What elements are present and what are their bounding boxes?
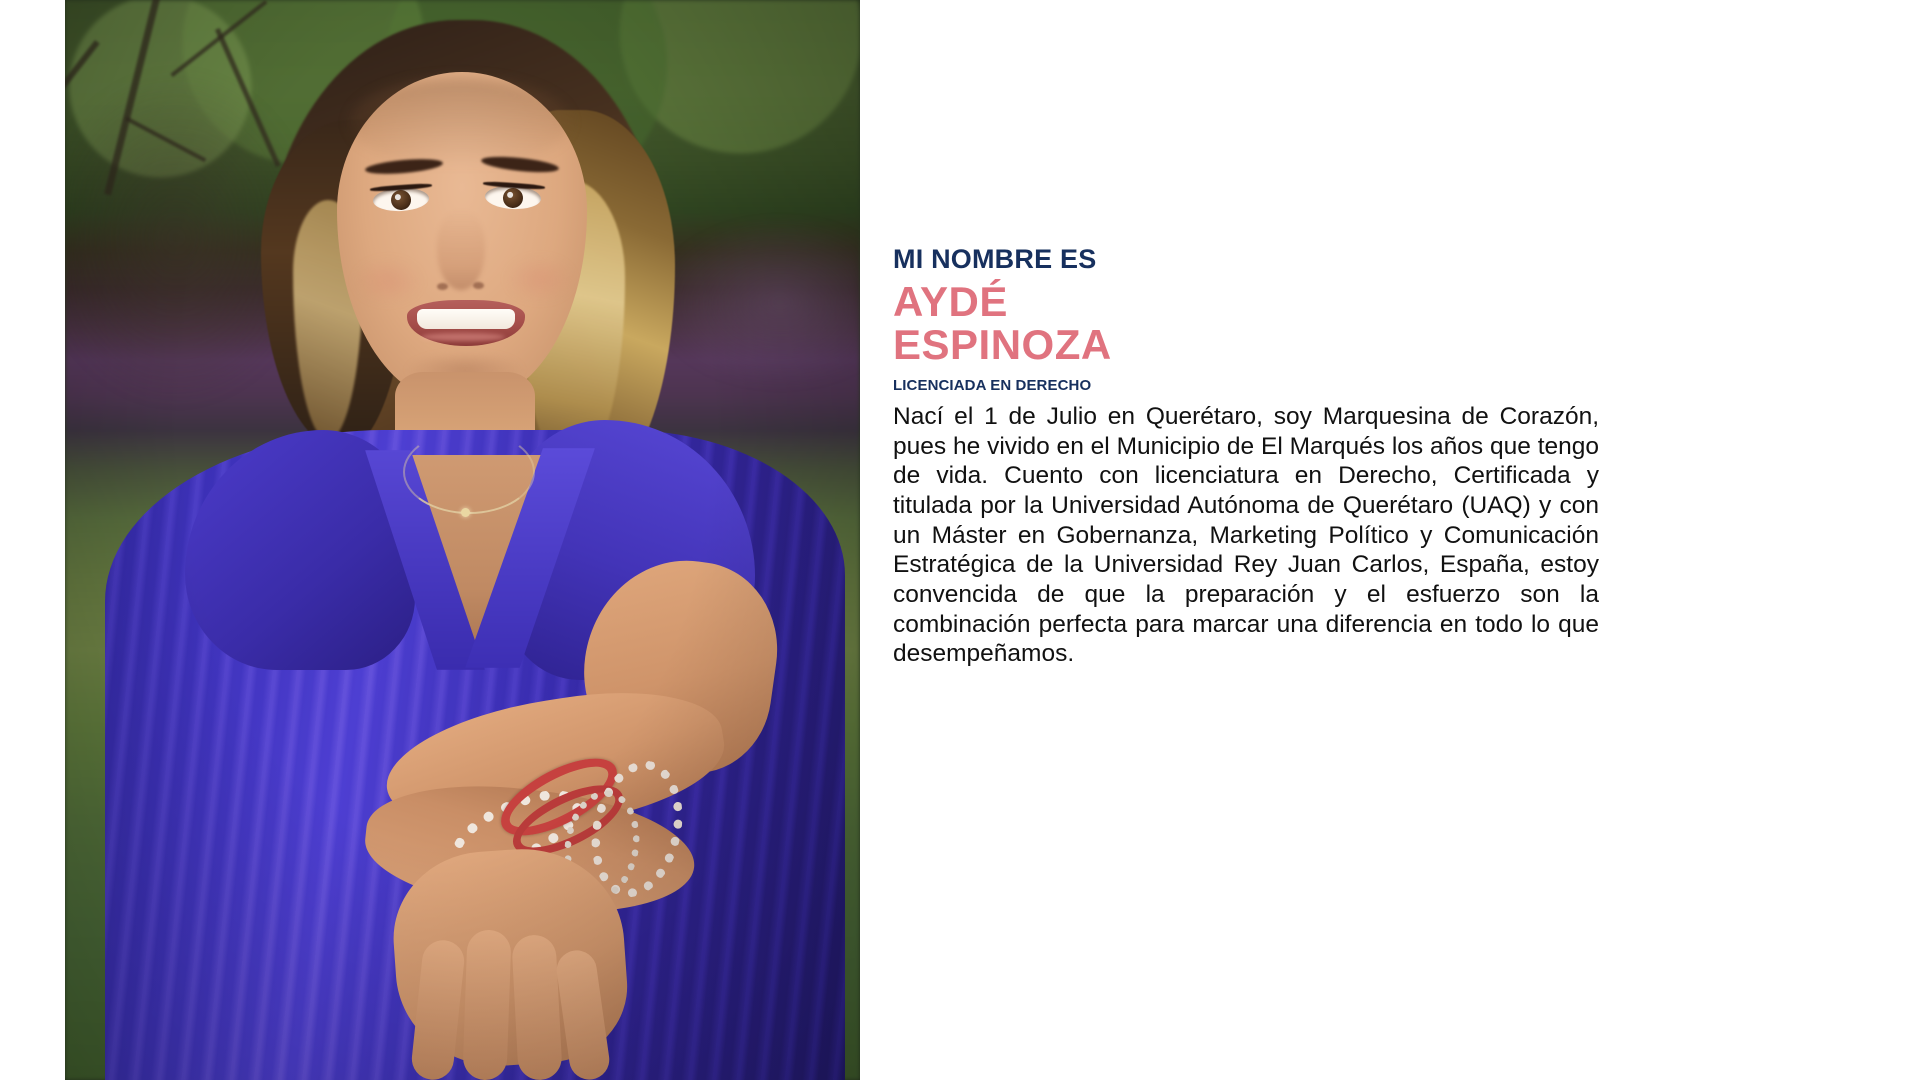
nostril-left — [437, 283, 448, 290]
necklace-pendant — [461, 508, 470, 517]
biography-paragraph: Nací el 1 de Julio en Querétaro, soy Marquesina de Corazón, pues he vivido en el Municipio de El Marqués los años que tengo de vida. Cuento con licenciatura en Derecho, Certificada y titulada por la Universidad Autónoma de Querétaro (UAQ) y con un Máster en Gobernanza, Marketing Político y Comunicación Estratégica de la Universidad Rey Juan Carlos, España, estoy convencida de que la preparación y el esfuerzo son la combinación perfecta para marcar una diferencia en todo lo que desempeñamos. — [893, 403, 1599, 668]
intro-kicker: MI NOMBRE ES — [893, 244, 1097, 274]
teeth — [417, 309, 515, 329]
iris-left — [391, 189, 412, 210]
forehead-shading — [350, 78, 570, 168]
iris-right — [502, 187, 523, 208]
portrait-photo-image — [65, 0, 860, 1080]
cheek-right — [505, 256, 575, 302]
person-last-name: ESPINOZA — [893, 321, 1112, 369]
profile-text-block — [893, 243, 1599, 669]
finger — [462, 929, 511, 1080]
portrait-photo — [65, 0, 860, 1080]
person-name — [893, 278, 1599, 369]
nostril-right — [473, 282, 484, 289]
necklace — [403, 430, 535, 514]
person-first-name: AYDÉ — [893, 278, 1008, 326]
lower-lip-highlight — [421, 333, 505, 341]
person-figure — [65, 0, 860, 1080]
nose — [437, 210, 485, 290]
finger — [511, 934, 563, 1080]
profession-subtitle: LICENCIADA EN DERECHO — [893, 377, 1092, 395]
cheek-left — [353, 258, 423, 304]
